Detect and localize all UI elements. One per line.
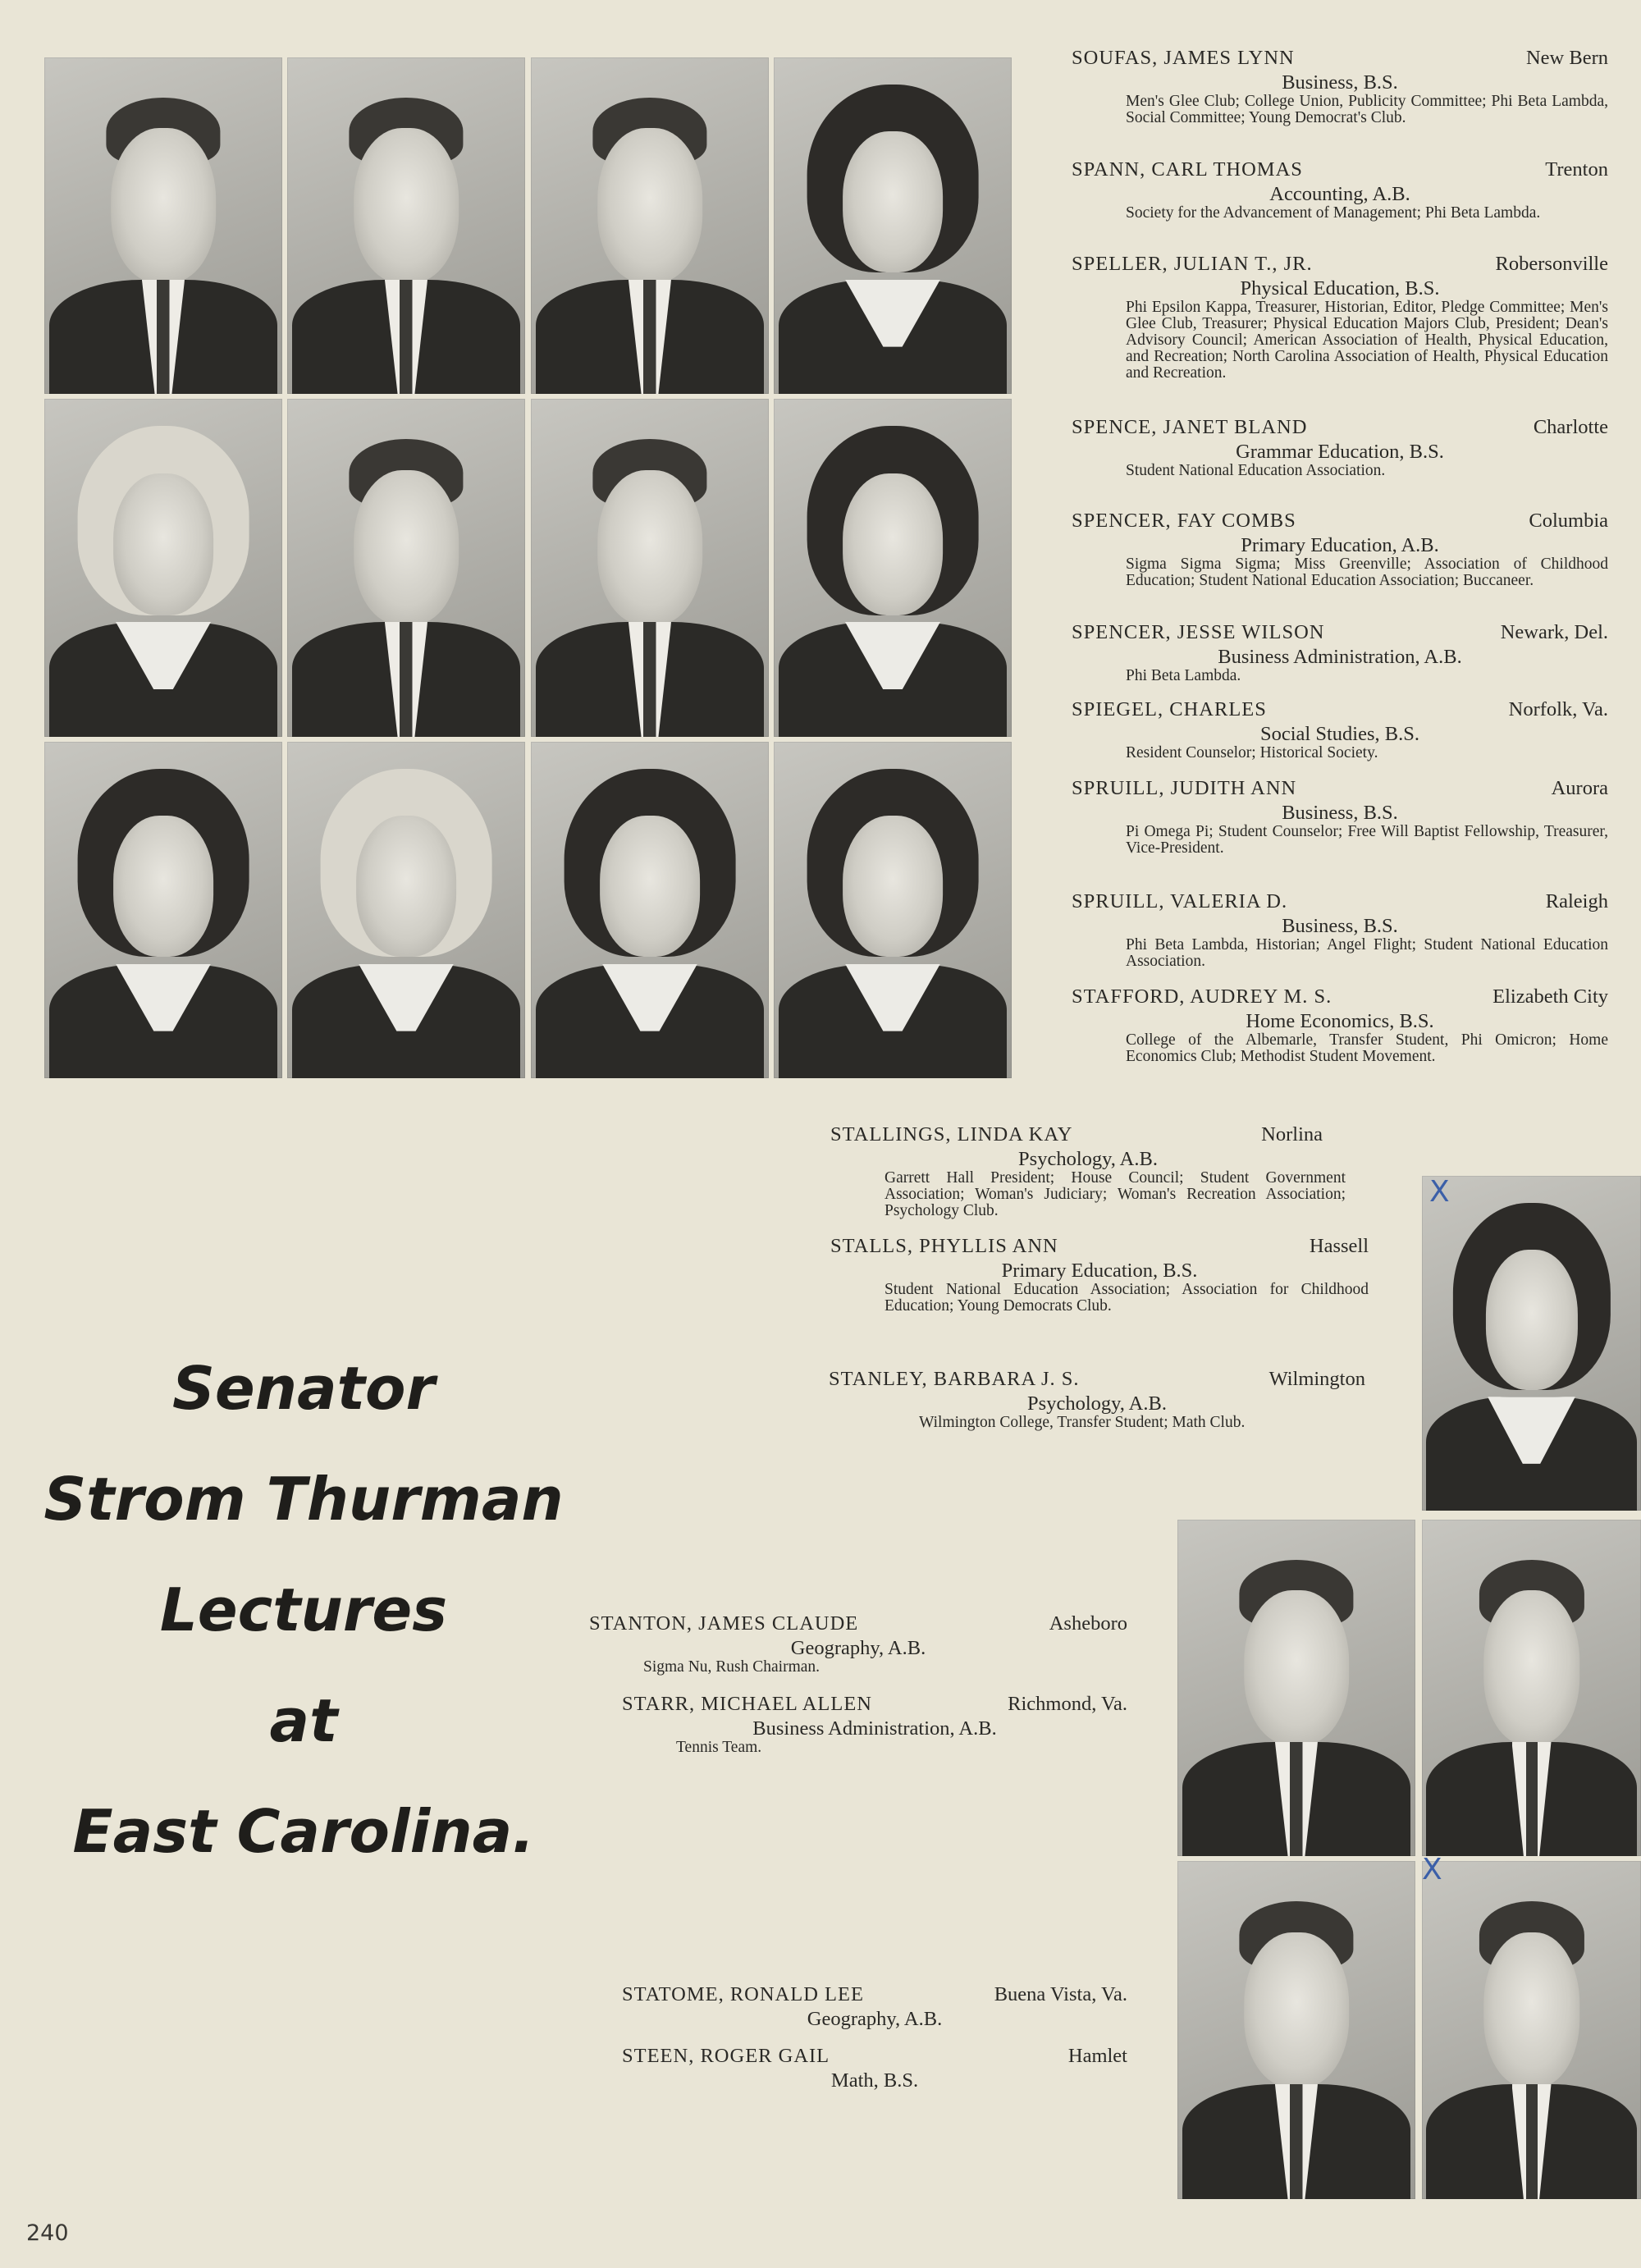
student-hometown: Norfolk, Va. bbox=[1508, 698, 1608, 720]
portrait-photo bbox=[44, 742, 282, 1078]
student-degree: Primary Education, A.B. bbox=[1241, 534, 1439, 556]
portrait-photo bbox=[1177, 1861, 1415, 2199]
headline-line: Strom Thurman bbox=[43, 1465, 564, 1534]
student-activities: Phi Epsilon Kappa, Treasurer, Historian, Editor, Pledge Committee; Men's Glee Club, Treasurer; Physical Education Majors Club, President; Dean's Advisory Council; American Association of Health, Physical Education, and Recreation; North Carolina Association of Health, Physical Education and Recreation. bbox=[1126, 299, 1608, 382]
student-degree: Business, B.S. bbox=[1282, 71, 1398, 94]
portrait-photo bbox=[287, 57, 525, 394]
student-degree: Geography, A.B. bbox=[807, 2008, 943, 2030]
student-degree: Accounting, A.B. bbox=[1269, 183, 1410, 205]
student-name: SPENCE, JANET BLAND bbox=[1072, 416, 1308, 438]
student-activities: Garrett Hall President; House Council; Student Government Association; Woman's Judiciary; Woman's Recreation Association; Psychology Club. bbox=[884, 1169, 1346, 1219]
student-activities: Student National Education Association; Association for Childhood Education; Young Democrats Club. bbox=[884, 1281, 1369, 1315]
headline-line: Senator bbox=[172, 1354, 435, 1423]
student-name: SPRUILL, VALERIA D. bbox=[1072, 890, 1288, 912]
student-hometown: Hassell bbox=[1309, 1235, 1369, 1257]
student-hometown: Columbia bbox=[1529, 510, 1608, 532]
portrait-photo bbox=[774, 57, 1012, 394]
portrait-photo bbox=[1422, 1861, 1641, 2199]
student-degree: Psychology, A.B. bbox=[1018, 1148, 1158, 1170]
portrait-photo bbox=[287, 399, 525, 737]
student-activities: Pi Omega Pi; Student Counselor; Free Will Baptist Fellowship, Treasurer, Vice-President. bbox=[1126, 823, 1608, 857]
student-entry bbox=[1072, 159, 1608, 222]
student-entry bbox=[1072, 986, 1608, 1065]
student-degree: Business, B.S. bbox=[1282, 915, 1398, 937]
student-name: STATOME, RONALD LEE bbox=[622, 1983, 864, 2005]
student-activities: Student National Education Association. bbox=[1126, 462, 1386, 479]
portrait-photo bbox=[531, 57, 769, 394]
student-entry bbox=[830, 1236, 1369, 1315]
student-name: SOUFAS, JAMES LYNN bbox=[1072, 47, 1295, 69]
student-degree: Primary Education, B.S. bbox=[1001, 1260, 1198, 1282]
student-hometown: Newark, Del. bbox=[1500, 621, 1608, 643]
student-hometown: Norlina bbox=[1261, 1123, 1323, 1145]
student-degree: Grammar Education, B.S. bbox=[1236, 441, 1444, 463]
portrait-photo bbox=[1422, 1520, 1641, 1856]
student-hometown: Hamlet bbox=[1067, 2045, 1127, 2067]
portrait-photo bbox=[287, 742, 525, 1078]
student-activities: Sigma Sigma Sigma; Miss Greenville; Association of Childhood Education; Student National Education Association; Buccaneer. bbox=[1126, 556, 1608, 589]
student-hometown: Wilmington bbox=[1268, 1368, 1365, 1390]
portrait-photo bbox=[44, 399, 282, 737]
student-degree: Business Administration, A.B. bbox=[752, 1717, 997, 1740]
student-name: SPENCER, FAY COMBS bbox=[1072, 510, 1296, 532]
student-activities: Resident Counselor; Historical Society. bbox=[1126, 744, 1378, 761]
student-degree: Business Administration, A.B. bbox=[1218, 646, 1462, 668]
student-activities: Society for the Advancement of Management; Phi Beta Lambda. bbox=[1126, 204, 1541, 222]
student-name: STALLINGS, LINDA KAY bbox=[830, 1123, 1073, 1145]
student-hometown: Raleigh bbox=[1545, 890, 1608, 912]
student-hometown: Aurora bbox=[1551, 777, 1608, 799]
student-hometown: Robersonville bbox=[1495, 253, 1608, 275]
student-hometown: Charlotte bbox=[1533, 416, 1608, 438]
student-name: SPRUILL, JUDITH ANN bbox=[1072, 777, 1297, 799]
portrait-photo bbox=[531, 742, 769, 1078]
student-degree: Home Economics, B.S. bbox=[1246, 1010, 1434, 1032]
student-name: SPIEGEL, CHARLES bbox=[1072, 698, 1267, 720]
student-degree: Business, B.S. bbox=[1282, 802, 1398, 824]
student-hometown: New Bern bbox=[1525, 47, 1608, 69]
student-degree: Physical Education, B.S. bbox=[1240, 277, 1440, 300]
student-name: STANTON, JAMES CLAUDE bbox=[589, 1612, 859, 1635]
student-entry bbox=[589, 1613, 1127, 1676]
student-activities: College of the Albemarle, Transfer Student, Phi Omicron; Home Economics Club; Methodist Student Movement. bbox=[1126, 1031, 1608, 1065]
student-entry bbox=[622, 1984, 1127, 2030]
headline-line: at bbox=[269, 1686, 338, 1755]
student-activities: Wilmington College, Transfer Student; Math Club. bbox=[919, 1414, 1246, 1431]
student-entry bbox=[1072, 510, 1608, 589]
pen-mark-x: X bbox=[1422, 1853, 1442, 1886]
headline-line: East Carolina. bbox=[72, 1797, 535, 1866]
student-entry bbox=[1072, 778, 1608, 857]
student-entry bbox=[1072, 891, 1608, 970]
student-hometown: Buena Vista, Va. bbox=[994, 1983, 1127, 2005]
portrait-photo bbox=[774, 399, 1012, 737]
student-degree: Geography, A.B. bbox=[790, 1637, 926, 1659]
student-degree: Psychology, A.B. bbox=[1027, 1392, 1167, 1415]
student-activities: Men's Glee Club; College Union, Publicity Committee; Phi Beta Lambda, Social Committee; Young Democrat's Club. bbox=[1126, 93, 1608, 126]
student-name: STARR, MICHAEL ALLEN bbox=[622, 1693, 873, 1715]
student-hometown: Elizabeth City bbox=[1492, 985, 1608, 1008]
student-name: SPELLER, JULIAN T., JR. bbox=[1072, 253, 1313, 275]
student-entry bbox=[1072, 417, 1608, 479]
student-entry bbox=[1072, 48, 1608, 126]
student-hometown: Richmond, Va. bbox=[1008, 1693, 1127, 1715]
student-name: STALLS, PHYLLIS ANN bbox=[830, 1235, 1058, 1257]
student-name: STEEN, ROGER GAIL bbox=[622, 2045, 830, 2067]
portrait-photo bbox=[1422, 1176, 1641, 1511]
student-hometown: Trenton bbox=[1545, 158, 1608, 181]
student-entry bbox=[830, 1124, 1346, 1219]
student-degree: Social Studies, B.S. bbox=[1260, 723, 1419, 745]
student-name: STAFFORD, AUDREY M. S. bbox=[1072, 985, 1332, 1008]
student-entry bbox=[622, 1694, 1127, 1756]
portrait-photo bbox=[774, 742, 1012, 1078]
portrait-photo bbox=[531, 399, 769, 737]
student-activities: Phi Beta Lambda, Historian; Angel Flight; Student National Education Association. bbox=[1126, 936, 1608, 970]
student-activities: Sigma Nu, Rush Chairman. bbox=[643, 1658, 820, 1676]
student-name: SPANN, CARL THOMAS bbox=[1072, 158, 1303, 181]
student-name: STANLEY, BARBARA J. S. bbox=[829, 1368, 1080, 1390]
student-activities: Tennis Team. bbox=[676, 1739, 762, 1756]
student-hometown: Asheboro bbox=[1049, 1612, 1127, 1635]
student-activities: Phi Beta Lambda. bbox=[1126, 667, 1241, 684]
student-entry bbox=[1072, 622, 1608, 684]
pen-mark-x: X bbox=[1429, 1175, 1450, 1209]
student-entry bbox=[1072, 254, 1608, 382]
student-name: SPENCER, JESSE WILSON bbox=[1072, 621, 1325, 643]
portrait-photo bbox=[1177, 1520, 1415, 1856]
portrait-photo bbox=[44, 57, 282, 394]
student-entry bbox=[622, 2046, 1127, 2092]
student-entry bbox=[829, 1369, 1365, 1431]
page-number: 240 bbox=[26, 2220, 69, 2246]
headline-line: Lectures bbox=[159, 1575, 448, 1644]
student-degree: Math, B.S. bbox=[830, 2069, 919, 2092]
student-entry bbox=[1072, 699, 1608, 761]
